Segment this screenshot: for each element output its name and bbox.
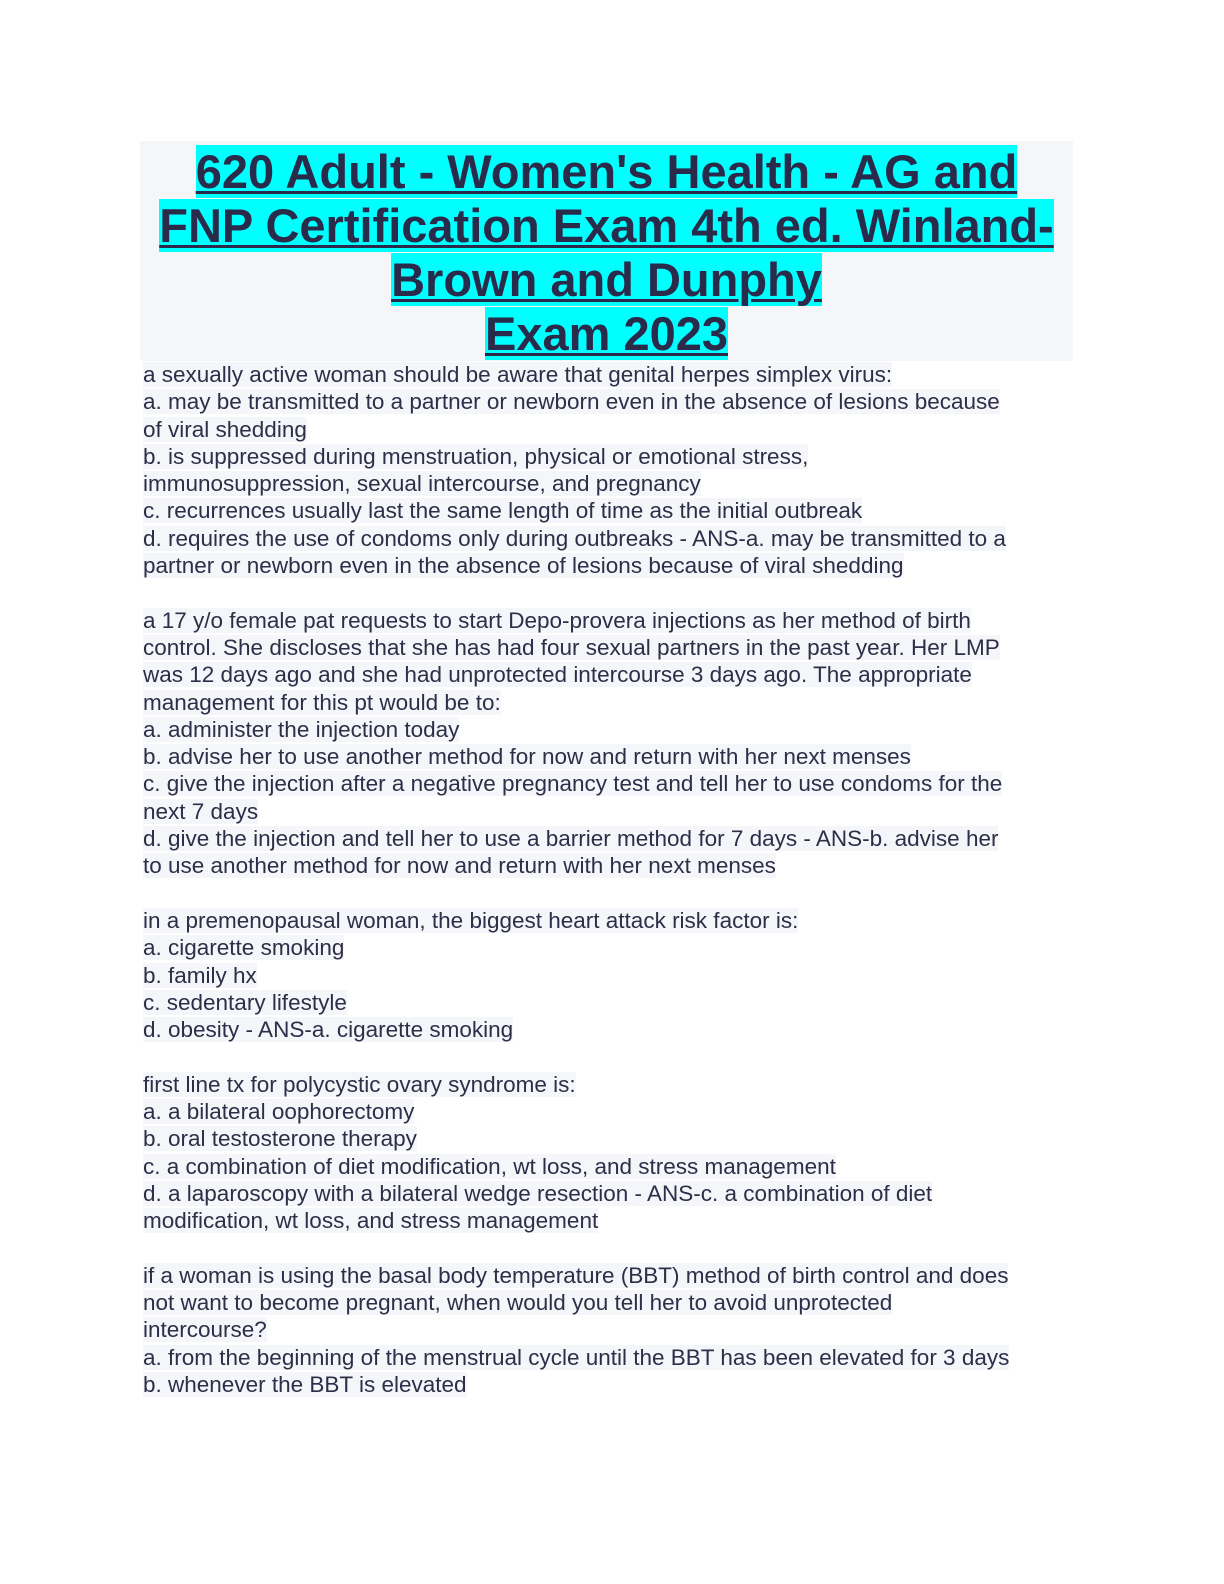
text-line: a 17 y/o female pat requests to start Depo-provera injections as her method of birth [143, 607, 971, 633]
text-line: control. She discloses that she has had four sexual partners in the past year. Her LMP [143, 634, 1000, 660]
text-line: a. cigarette smoking [143, 935, 345, 961]
question-block [143, 907, 1073, 1043]
paragraph-gap [143, 579, 1073, 606]
text-line: modification, wt loss, and stress management [143, 1208, 599, 1234]
text-line: b. family hx [143, 962, 257, 988]
text-line: management for this pt would be to: [143, 689, 501, 715]
text-line: b. oral testosterone therapy [143, 1126, 417, 1152]
text-line: c. sedentary lifestyle [143, 989, 347, 1015]
document-title [140, 141, 1073, 361]
text-line: d. requires the use of condoms only during outbreaks - ANS-a. may be transmitted to a [143, 525, 1006, 551]
text-line: c. a combination of diet modification, wt loss, and stress management [143, 1153, 836, 1179]
title-line: FNP Certification Exam 4th ed. Winland- [159, 199, 1054, 252]
text-line: c. give the injection after a negative pregnancy test and tell her to use condoms for the [143, 771, 1003, 797]
text-line: first line tx for polycystic ovary syndrome is: [143, 1071, 576, 1097]
title-line: Brown and Dunphy [391, 253, 822, 306]
text-line: c. recurrences usually last the same length of time as the initial outbreak [143, 498, 863, 524]
question-list [143, 361, 1073, 1398]
text-line: a. from the beginning of the menstrual cycle until the BBT has been elevated for 3 days [143, 1344, 1010, 1370]
text-line: of viral shedding [143, 416, 307, 442]
question-block [143, 607, 1073, 880]
title-line: Exam 2023 [484, 307, 729, 360]
text-line: d. obesity - ANS-a. cigarette smoking [143, 1017, 514, 1043]
text-line: d. give the injection and tell her to use a barrier method for 7 days - ANS-b. advise her [143, 826, 999, 852]
text-line: b. advise her to use another method for now and return with her next menses [143, 744, 911, 770]
question-block [143, 1262, 1073, 1398]
paragraph-gap [143, 1043, 1073, 1070]
text-line: immunosuppression, sexual intercourse, and pregnancy [143, 471, 701, 497]
question-block [143, 361, 1073, 579]
paragraph-gap [143, 1235, 1073, 1262]
text-line: a. administer the injection today [143, 716, 460, 742]
text-line: b. whenever the BBT is elevated [143, 1371, 467, 1397]
text-line: was 12 days ago and she had unprotected intercourse 3 days ago. The appropriate [143, 662, 972, 688]
text-line: b. is suppressed during menstruation, physical or emotional stress, [143, 443, 809, 469]
text-line: not want to become pregnant, when would you tell her to avoid unprotected [143, 1290, 893, 1316]
text-line: partner or newborn even in the absence of lesions because of viral shedding [143, 553, 904, 579]
text-line: a. a bilateral oophorectomy [143, 1099, 415, 1125]
text-line: a. may be transmitted to a partner or newborn even in the absence of lesions because [143, 389, 1000, 415]
text-line: to use another method for now and return with her next menses [143, 853, 776, 879]
paragraph-gap [143, 880, 1073, 907]
text-line: d. a laparoscopy with a bilateral wedge resection - ANS-c. a combination of diet [143, 1180, 933, 1206]
text-line: a sexually active woman should be aware that genital herpes simplex virus: [143, 362, 893, 387]
text-line: intercourse? [143, 1317, 267, 1343]
question-block [143, 1071, 1073, 1235]
text-line: in a premenopausal woman, the biggest heart attack risk factor is: [143, 907, 799, 933]
text-line: next 7 days [143, 798, 259, 824]
text-line: if a woman is using the basal body temperature (BBT) method of birth control and does [143, 1262, 1009, 1288]
title-line: 620 Adult - Women's Health - AG and [195, 145, 1018, 198]
